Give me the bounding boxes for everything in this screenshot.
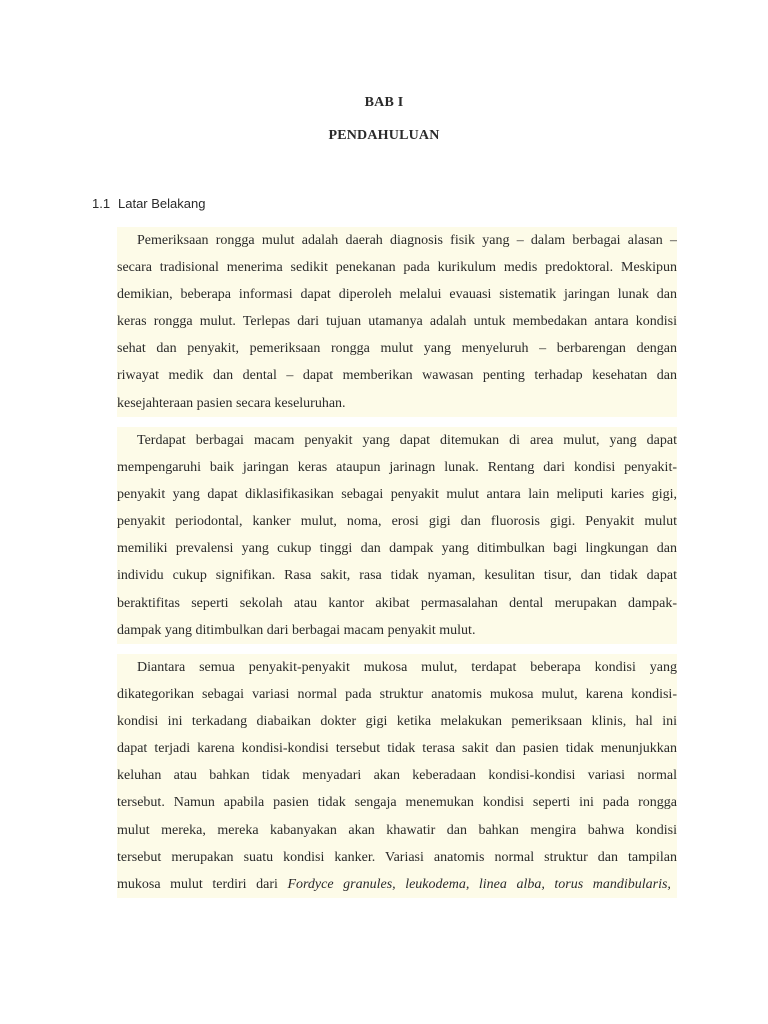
italic-term-list: Fordyce granules, leukodema, linea alba, torus mandibularis, [287,876,671,892]
paragraph-line: Diantara semua penyakit-penyakit mukosa mulut, terdapat beberapa kondisi yang [117,654,677,681]
paragraph-line: kondisi ini terkadang diabaikan dokter gigi ketika melakukan pemeriksaan klinis, hal ini [117,708,677,735]
paragraph-line: beraktifitas seperti sekolah atau kantor akibat permasalahan dental merupakan dampak- [117,590,677,617]
paragraph-line: memiliki prevalensi yang cukup tinggi dan dampak yang ditimbulkan bagi lingkungan dan [117,535,677,562]
paragraph-line: keluhan atau bahkan tidak menyadari akan keberadaan kondisi-kondisi variasi normal [117,762,677,789]
paragraph-line: dampak yang ditimbulkan dari berbagai macam penyakit mulut. [117,617,677,644]
paragraph-line: tersebut. Namun apabila pasien tidak sengaja menemukan kondisi seperti ini pada rongga [117,789,677,816]
paragraph-3 [117,654,677,898]
line-text: mukosa mulut terdiri dari [117,876,288,892]
paragraph-line: Pemeriksaan rongga mulut adalah daerah diagnosis fisik yang – dalam berbagai alasan – [117,227,677,254]
paragraph-line: mulut mereka, mereka kabanyakan akan khawatir dan bahkan mengira bahwa kondisi [117,817,677,844]
section-number: 1.1 [92,196,111,211]
section-title: Latar Belakang [118,196,206,211]
paragraph-line: riwayat medik dan dental – dapat memberikan wawasan penting terhadap kesehatan dan [117,362,677,389]
paragraph-line: penyakit yang dapat diklasifikasikan sebagai penyakit mulut antara lain meliputi karies gigi, [117,481,677,508]
paragraph-line: penyakit periodontal, kanker mulut, noma, erosi gigi dan fluorosis gigi. Penyakit mulut [117,508,677,535]
paragraph-line: mempengaruhi baik jaringan keras ataupun jarinagn lunak. Rentang dari kondisi penyakit- [117,454,677,481]
paragraph-line: dikategorikan sebagai variasi normal pada struktur anatomis mukosa mulut, karena kondisi- [117,681,677,708]
paragraph-line: demikian, beberapa informasi dapat diperoleh melalui evauasi sistematik jaringan lunak dan [117,281,677,308]
paragraph-line: tersebut merupakan suatu kondisi kanker. Variasi anatomis normal struktur dan tampilan [117,844,677,871]
section-heading [92,196,205,211]
paragraph-line-mixed [117,871,677,898]
paragraph-line: keras rongga mulut. Terlepas dari tujuan utamanya adalah untuk membedakan antara kondisi [117,308,677,335]
chapter-subtitle: PENDAHULUAN [328,128,440,143]
paragraph-2 [117,427,677,644]
paragraph-line: secara tradisional menerima sedikit penekanan pada kurikulum medis predoktoral. Meskipun [117,254,677,281]
chapter-title: BAB I [364,95,404,110]
paragraph-line: kesejahteraan pasien secara keseluruhan. [117,390,677,417]
paragraph-1 [117,227,677,417]
paragraph-line: sehat dan penyakit, pemeriksaan rongga mulut yang menyeluruh – berbarengan dengan [117,335,677,362]
paragraph-line: Terdapat berbagai macam penyakit yang dapat ditemukan di area mulut, yang dapat [117,427,677,454]
paragraph-line: individu cukup signifikan. Rasa sakit, rasa tidak nyaman, kesulitan tisur, dan tidak dapat [117,562,677,589]
paragraph-line: dapat terjadi karena kondisi-kondisi tersebut tidak terasa sakit dan pasien tidak menunjukkan [117,735,677,762]
